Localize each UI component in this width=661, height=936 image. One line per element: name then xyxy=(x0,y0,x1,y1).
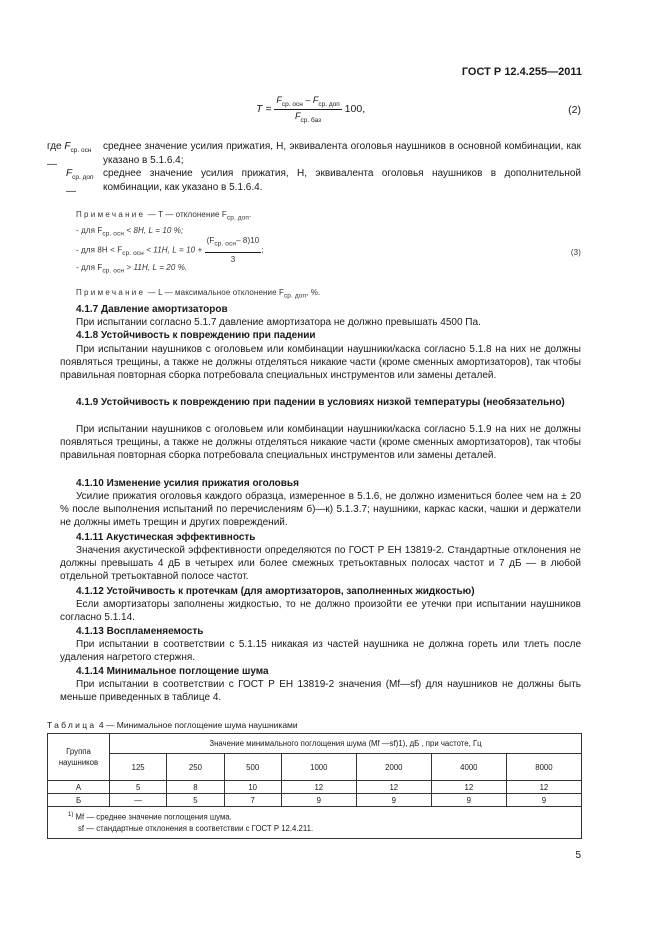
formula-fraction xyxy=(274,95,341,124)
footnote-2: sf — стандартные отклонения в соответствии с ГОСТ Р 12.4.211. xyxy=(78,823,314,833)
frequency-row xyxy=(48,754,582,781)
footnote-line-2 xyxy=(68,823,581,834)
body-text: При испытании наушников с оголовьем или комбинации наушники/каска согласно 5.1.8 на них не должны появляться трещины, а также не должны отделяться никакие части (кроме сменных амортизаторов), так чтобы правильная повторная сборка потребовала специальных инструментов или замены деталей. xyxy=(60,344,581,382)
section-title-4-1-8: 4.1.8 Устойчивость к повреждению при падении xyxy=(76,330,316,341)
where-item-2 xyxy=(47,167,581,197)
footnote-cell xyxy=(48,807,582,839)
section-body-4-1-10 xyxy=(60,490,581,530)
section-title-4-1-7: 4.1.7 Давление амортизаторов xyxy=(76,304,228,315)
equation-number-2: (2) xyxy=(568,104,581,116)
value-header-cell: Значение минимального поглощения шума (Mf —sf)1), дБ , при частоте, Гц xyxy=(110,734,582,754)
freq-cell: 2000 xyxy=(356,754,431,781)
line-a: - для 8H < F xyxy=(76,245,123,255)
note-text: — T — отклонение F xyxy=(147,210,227,219)
note-sub: ср. доп xyxy=(226,214,250,222)
value-cell: 7 xyxy=(224,794,281,807)
where-text: среднее значение усилия прижатия, Н, эквивалента оголовья наушников в основной комбинации, как указано в 5.1.6.4; xyxy=(103,141,581,166)
section-body-4-1-11 xyxy=(60,544,581,584)
note-label: Примечание xyxy=(76,288,146,297)
section-body-4-1-14 xyxy=(60,678,581,704)
note-end: . xyxy=(249,210,252,219)
body-text: Если амортизаторы заполнены жидкостью, то не должно произойти ее утечки при испытании наушников согласно 5.1.14. xyxy=(60,599,581,624)
note-label: Примечание xyxy=(76,210,146,219)
body-text: При испытании согласно 5.1.7 давление амортизатора не должно превышать 4500 Па. xyxy=(76,317,481,328)
value-cell: 5 xyxy=(167,794,224,807)
line-sub: ср. осн xyxy=(102,267,125,275)
body-text: При испытании в соответствии с ГОСТ Р ЕН 13819-2 значения (Mf—sf) для наушников не должны быть меньше приведенных в таблице 4. xyxy=(60,679,581,704)
section-title-4-1-14: 4.1.14 Минимальное поглощение шума xyxy=(76,666,269,677)
where-sub: ср. доп xyxy=(72,174,94,181)
section-body-4-1-9 xyxy=(60,423,581,463)
line-b: < 11H, L = 10 + xyxy=(146,245,203,255)
note-text: — L — максимальное отклонение F xyxy=(147,288,284,297)
value-cell: 12 xyxy=(356,781,431,794)
denominator: F xyxy=(295,110,301,121)
line-sub: ср. осн xyxy=(122,250,144,257)
value-cell: 9 xyxy=(356,794,431,807)
note-fraction xyxy=(205,235,262,266)
section-title-4-1-13: 4.1.13 Воспламеняемость xyxy=(76,626,204,637)
footnote-row xyxy=(48,807,582,839)
line-sub: ср. осн xyxy=(102,230,125,238)
where-sym: F xyxy=(64,141,71,152)
table-row xyxy=(48,781,582,794)
group-cell: А xyxy=(48,781,110,794)
note-1-line-3 xyxy=(76,262,187,278)
footnote-1: Mf — среднее значение поглощения шума. xyxy=(75,812,232,822)
table-caption-label: Таблица xyxy=(47,720,97,730)
noise-absorption-table xyxy=(47,733,582,839)
line-b: > 11H, L = 20 %. xyxy=(126,263,188,272)
num-a-sub: ср. осн xyxy=(281,100,303,108)
footnote-marker: 1) xyxy=(68,812,74,818)
freq-cell: 8000 xyxy=(506,754,581,781)
table-header-row xyxy=(48,734,582,754)
where-sym: F xyxy=(66,168,73,179)
section-title-4-1-10: 4.1.10 Изменение усилия прижатия оголовья xyxy=(76,478,299,489)
formula-tail: 100, xyxy=(344,103,366,116)
where-text: среднее значение усилия прижатия, Н, эквивалента оголовья наушников в дополнительной комбинации, как указано в 5.1.6.4. xyxy=(103,168,581,193)
table-row xyxy=(48,794,582,807)
table-caption xyxy=(47,720,298,730)
formula-lhs: T = xyxy=(256,103,272,116)
section-body-4-1-8 xyxy=(60,343,581,383)
num-op: – xyxy=(302,95,313,105)
body-text: Усилие прижатия оголовья каждого образца, измеренное в 5.1.6, не должно измениться более чем на ± 20 % после выполнения испытаний по перечислениям б)—к) 5.1.3.7; наушники, каркас каски, чашки и держатели не должны иметь трещин и других повреждений. xyxy=(60,491,581,529)
num-a: F xyxy=(276,95,282,105)
note-1-line-2 xyxy=(76,235,264,266)
value-cell: 12 xyxy=(506,781,581,794)
where-sub: ср. осн xyxy=(70,147,92,154)
body-text: При испытании в соответствии с 5.1.15 никакая из частей наушника не должна гореть или тлеть после удаления нагретого стержня. xyxy=(60,639,581,664)
denominator-sub: ср. баз xyxy=(300,116,322,124)
value-cell: 9 xyxy=(281,794,356,807)
document-number: ГОСТ Р 12.4.255—2011 xyxy=(461,66,582,78)
freq-cell: 125 xyxy=(110,754,167,781)
value-cell: 12 xyxy=(281,781,356,794)
freq-cell: 1000 xyxy=(281,754,356,781)
line-a: - для F xyxy=(76,226,103,235)
note-end: , %. xyxy=(306,288,321,297)
where-dash: — xyxy=(47,158,57,170)
where-item-1 xyxy=(47,140,581,170)
line-b: < 8H, L = 10 %; xyxy=(126,226,184,235)
formula-2 xyxy=(256,95,365,124)
freq-cell: 250 xyxy=(167,754,224,781)
footnote-line-1 xyxy=(68,810,581,823)
value-cell: 8 xyxy=(167,781,224,794)
body-text: При испытании наушников с оголовьем или комбинации наушники/каска согласно 5.1.9 на них не должны появляться трещины, а также не должны отделяться никакие части (кроме сменных амортизаторов), так чтобы правильная повторная сборка потребовала специальных инструментов или замены деталей. xyxy=(60,424,581,462)
freq-cell: 4000 xyxy=(431,754,506,781)
where-dash: — xyxy=(66,185,76,197)
section-title-4-1-12: 4.1.12 Устойчивость к протечкам (для амортизаторов, заполненных жидкостью) xyxy=(76,586,475,597)
group-cell: Б xyxy=(48,794,110,807)
section-body-4-1-13 xyxy=(60,638,581,664)
body-text: Значения акустической эффективности определяются по ГОСТ Р ЕН 13819-2. Стандартные отклонения не должны превышать 4 дБ в четырех или более смежных третьоктавных полосах частот и 7 дБ — в любой отдельной третьоктавной полосе частот. xyxy=(60,545,581,583)
page-number: 5 xyxy=(575,850,581,861)
line-end: ; xyxy=(261,245,264,255)
value-cell: 12 xyxy=(431,781,506,794)
group-header-cell: Группа наушников xyxy=(48,734,110,781)
num-b: F xyxy=(312,95,319,105)
section-title-4-1-9: 4.1.9 Устойчивость к повреждению при падении в условиях низкой температуры (необязательно) xyxy=(76,397,565,408)
note-1-heading xyxy=(76,209,251,225)
section-title-4-1-11: 4.1.11 Акустическая эффективность xyxy=(76,532,256,543)
value-cell: 10 xyxy=(224,781,281,794)
frac-num-sub: ср. осн xyxy=(214,240,237,248)
note-sub: ср. доп xyxy=(283,292,307,300)
frac-num-a: (F xyxy=(206,236,215,245)
value-cell: 5 xyxy=(110,781,167,794)
value-cell: — xyxy=(110,794,167,807)
line-a: - для F xyxy=(76,263,103,272)
table-caption-text: 4 — Минимальное поглощение шума наушниками xyxy=(98,720,298,730)
where-prefix: где xyxy=(47,141,62,152)
note-2 xyxy=(76,287,320,303)
section-body-4-1-7 xyxy=(60,316,581,329)
value-cell: 9 xyxy=(431,794,506,807)
value-cell: 9 xyxy=(506,794,581,807)
freq-cell: 500 xyxy=(224,754,281,781)
num-b-sub: ср. доп xyxy=(318,100,340,108)
section-body-4-1-12 xyxy=(60,598,581,624)
frac-num-b: – 8)10 xyxy=(236,236,260,245)
equation-number-3: (3) xyxy=(570,248,581,257)
frac-den: 3 xyxy=(230,254,236,264)
